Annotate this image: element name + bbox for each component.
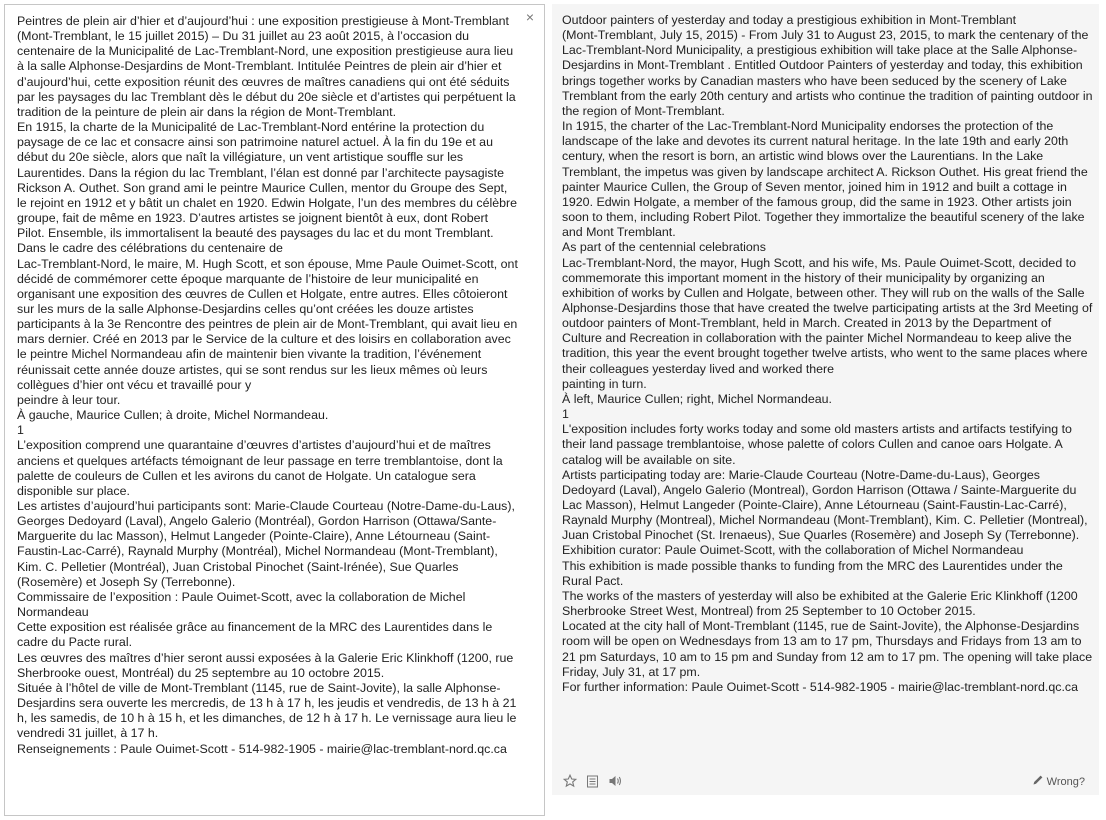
list-icon[interactable] (584, 773, 600, 789)
wrong-button[interactable] (1032, 774, 1085, 789)
source-text-panel (4, 4, 545, 816)
translation-toolbar (552, 767, 1099, 795)
source-text[interactable]: Peintres de plein air d’hier et d’aujourd’hui : une exposition prestigieuse à Mont-Tremblant (Mont-Tremblant, le 15 juillet 2015) – Du 31 juillet au 23 août 2015, à l’occasion du centenaire de la Municipalité de Lac-Tremblant-Nord, une exposition prestigieuse aura lieu à la salle Alphonse-Desjardins de Mont-Tremblant. Intitulée Peintres de plein air d’hier et d’aujourd’hui, cette exposition réunit des œuvres de maîtres canadiens qui ont été séduits par les paysages du lac Tremblant dès le début du 20e siècle et d’artistes qui perpétuent la tradition de la peinture de plein air dans la région de Mont-Tremblant. En 1915, la charte de la Municipalité de Lac-Tremblant-Nord entérine la protection du paysage de ce lac et consacre ainsi son patrimoine naturel actuel. À la fin du 19e et au début du 20e siècle, alors que naît la villégiature, un vent artistique souffle sur les Laurentides. Dans la région du lac Tremblant, l’élan est donné par l’architecte paysagiste Rickson A. Outhet. Son grand ami le peintre Maurice Cullen, mentor du Groupe des Sept, le rejoint en 1912 et y bâtit un chalet en 1920. Edwin Holgate, l’un des membres du célèbre groupe, fait de même en 1923. D’autres artistes se joignent bientôt à eux, dont Robert Pilot. Ensemble, ils immortalisent la beauté des paysages du lac et du mont Tremblant. Dans le cadre des célébrations du centenaire de Lac-Tremblant-Nord, le maire, M. Hugh Scott, et son épouse, Mme Paule Ouimet-Scott, ont décidé de commémorer cette époque marquante de l’histoire de leur municipalité en organisant une exposition des œuvres de Cullen et Holgate, entre autres. Elles côtoieront sur les murs de la salle Alphonse-Desjardins celles qu’ont créées les douze artistes participants à la 3e Rencontre des peintres de plein air de Mont-Tremblant, qui avait lieu en mars dernier. Créé en 2013 par le Service de la culture et des loisirs en collaboration avec le peintre Michel Normandeau afin de maintenir bien vivante la tradition, l’événement réunissait cette année douze artistes, qui se sont rendus sur les lieux mêmes où leurs collègues d’hier ont vécu et travaillé pour y peindre à leur tour. À gauche, Maurice Cullen; à droite, Michel Normandeau. 1 L’exposition comprend une quarantaine d’œuvres d’artistes d’aujourd’hui et de maîtres anciens et quelques artéfacts témoignant de leur passage en terre tremblantoise, dont la palette de couleurs de Cullen et les avirons du canot de Holgate. Un catalogue sera disponible sur place. Les artistes d’aujourd’hui participants sont: Marie-Claude Courteau (Notre-Dame-du-Laus), Georges Dedoyard (Laval), Angelo Galerio (Montréal), Gordon Harrison (Ottawa/Sante-Marguerite du lac Masson), Helmut Langeder (Pointe-Claire), Anne Létourneau (Saint-Faustin-Lac-Carré), Raynald Murphy (Montréal), Michel Normandeau (Mont-Tremblant), Kim. C. Pelletier (Montréal), Juan Cristobal Pinochet (Saint-Irénée), Sue Quarles (Rosemère) et Joseph Sy (Terrebonne). Commissaire de l’exposition : Paule Ouimet-Scott, avec la collaboration de Michel Normandeau Cette exposition est réalisée grâce au financement de la MRC des Laurentides dans le cadre du Pacte rural. Les œuvres des maîtres d’hier seront aussi exposées à la Galerie Eric Klinkhoff (1200, rue Sherbrooke ouest, Montréal) du 25 septembre au 10 octobre 2015. Située à l’hôtel de ville de Mont-Tremblant (1145, rue de Saint-Jovite), la salle Alphonse-Desjardins sera ouverte les mercredis, de 13 h à 17 h, les jeudis et vendredis, de 13 h à 21 h, les samedis, de 10 h à 15 h, et les dimanches, de 12 h à 17 h. Le vernissage aura lieu le vendredi 31 juillet, à 17 h. Renseignements : Paule Ouimet-Scott - 514-982-1905 - mairie@lac-tremblant-nord.qc.ca (17, 14, 518, 756)
star-icon[interactable] (562, 773, 578, 789)
wrong-button-label: Wrong? (1046, 775, 1085, 788)
translation-panel (552, 4, 1099, 795)
speaker-icon[interactable] (607, 773, 623, 789)
close-icon[interactable]: × (525, 9, 535, 25)
translation-text: Outdoor painters of yesterday and today a prestigious exhibition in Mont-Tremblant (Mont-Tremblant, July 15, 2015) - From July 31 to August 23, 2015, to mark the centenary of the Lac-Tremblant-Nord Municipality, a prestigious exhibition will take place at the Salle Alphonse-Desjardins in Mont-Tremblant . Entitled Outdoor Painters of yesterday and today, this exhibition brings together works by Canadian masters who have been seduced by the scenery of Lake Tremblant from the early 20th century and artists who continue the tradition of painting outdoor in the region of Mont-Tremblant. In 1915, the charter of the Lac-Tremblant-Nord Municipality endorses the protection of the landscape of the lake and devotes its current natural heritage. In the late 19th and early 20th century, when the resort is born, an artistic wind blows over the Laurentians. In the Lake Tremblant, the impetus was given by landscape architect A. Rickson Outhet. His great friend the painter Maurice Cullen, the Group of Seven mentor, joined him in 1912 and built a cottage in 1920. Edwin Holgate, a member of the famous group, did the same in 1923. Other artists join soon to them, including Robert Pilot. Together they immortalize the beautiful scenery of the lake and Mont Tremblant. As part of the centennial celebrations Lac-Tremblant-Nord, the mayor, Hugh Scott, and his wife, Ms. Paule Ouimet-Scott, decided to commemorate this important moment in the history of their municipality by organizing an exhibition of works by Cullen and Holgate, between other. They will rub on the walls of the Salle Alphonse-Desjardins those that have created the twelve participating artists at the 3rd Meeting of outdoor painters of Mont-Tremblant, held in March. Created in 2013 by the Department of Culture and Recreation in collaboration with the painter Michel Normandeau to keep alive the tradition, this year the event brought together twelve artists, who went to the same places where their colleagues yesterday lived and worked there painting in turn. À left, Maurice Cullen; right, Michel Normandeau. 1 L'exposition includes forty works today and some old masters artists and artifacts testifying to their land passage tremblantoise, whose palette of colors Cullen and canoe oars Holgate. A catalog will be available on site. Artists participating today are: Marie-Claude Courteau (Notre-Dame-du-Laus), Georges Dedoyard (Laval), Angelo Galerio (Montreal), Gordon Harrison (Ottawa / Sainte-Marguerite du Lac Masson), Helmut Langeder (Pointe-Claire), Anne Létourneau (Saint-Faustin-Lac-Carré), Raynald Murphy (Montreal), Michel Normandeau (Mont-Tremblant), Kim. C. Pelletier (Montreal), Juan Cristobal Pinochet (St. Irenaeus), Sue Quarles (Rosemère) and Joseph Sy (Terrebonne). Exhibition curator: Paule Ouimet-Scott, with the collaboration of Michel Normandeau This exhibition is made possible thanks to funding from the MRC des Laurentides under the Rural Pact. The works of the masters of yesterday will also be exhibited at the Galerie Eric Klinkhoff (1200 Sherbrooke Street West, Montreal) from 25 September to 10 October 2015. Located at the city hall of Mont-Tremblant (1145, rue de Saint-Jovite), the Alphonse-Desjardins room will be open on Wednesdays from 13 am to 17 pm, Thursdays and Fridays from 13 am to 21 pm Saturdays, 10 am to 15 pm and Sunday from 12 am to 17 pm. The opening will take place Friday, July 31, at 17 pm. For further information: Paule Ouimet-Scott - 514-982-1905 - mairie@lac-tremblant-nord.qc.ca (562, 13, 1093, 694)
pencil-icon (1032, 774, 1044, 789)
